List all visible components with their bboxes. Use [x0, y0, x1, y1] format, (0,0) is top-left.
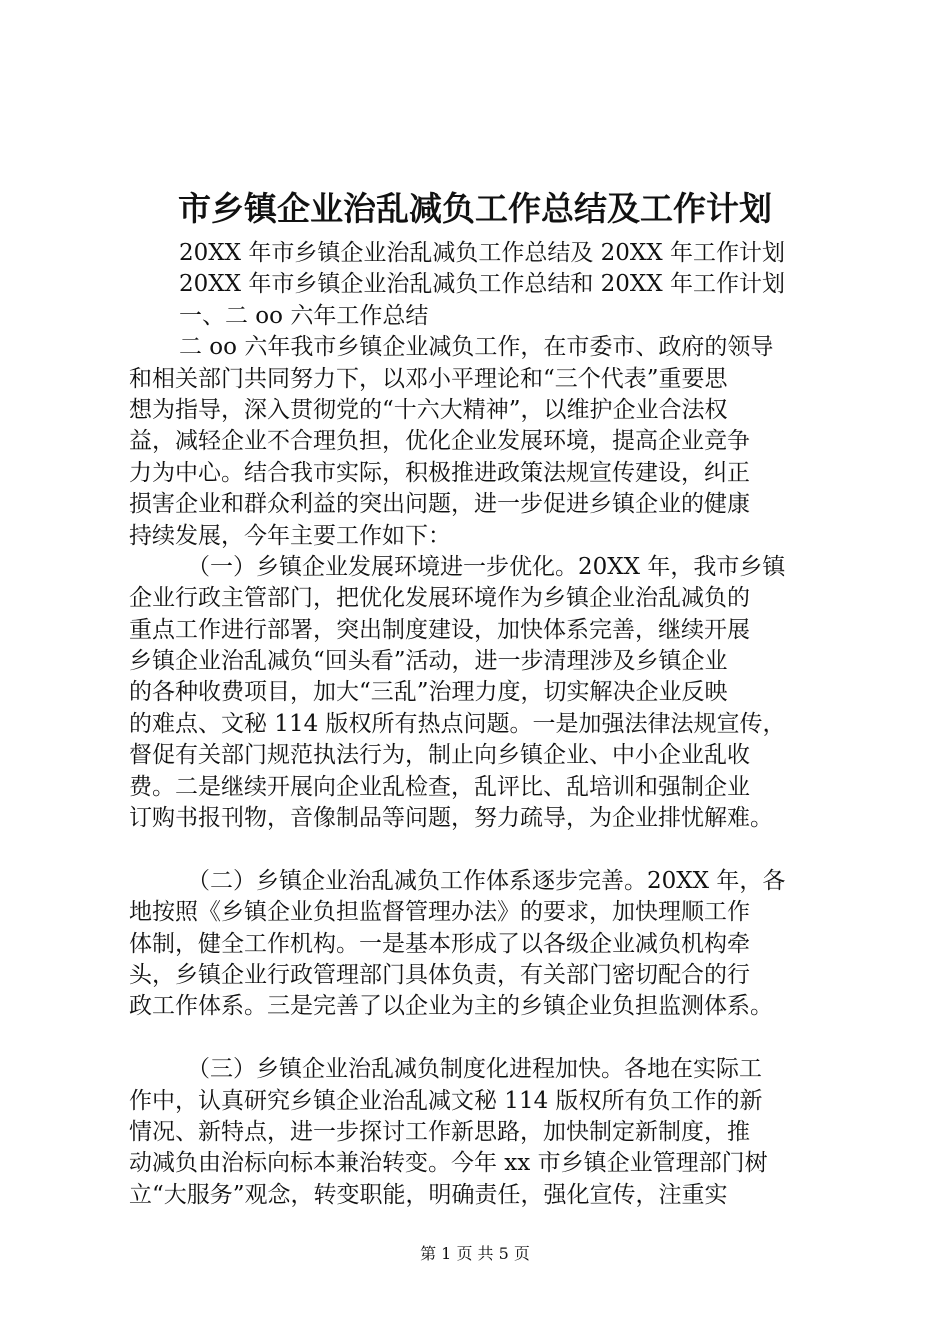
paragraph-line: 立“大服务”观念，转变职能，明确责任，强化宣传，注重实	[129, 1181, 728, 1208]
paragraph-line: 力为中心。结合我市实际，积极推进政策法规宣传建设，纠正	[129, 459, 750, 486]
paragraph-gap	[129, 834, 829, 865]
paragraph-line: 体制，健全工作机构。一是基本形成了以各级企业减负机构牵	[129, 930, 750, 957]
paragraph-line: 二 oo 六年我市乡镇企业减负工作，在市委市、政府的领导	[179, 334, 774, 361]
page-footer: 第 1 页 共 5 页	[420, 1244, 530, 1263]
section-heading: 一、二 oo 六年工作总结	[179, 302, 429, 329]
paragraph-line: 情况、新特点，进一步探讨工作新思路，加快制定新制度，推	[129, 1118, 750, 1145]
paragraph-line: 和相关部门共同努力下，以邓小平理论和“三个代表”重要思	[129, 365, 728, 392]
paragraph-line: 企业行政主管部门，把优化发展环境作为乡镇企业治乱减负的	[129, 585, 750, 612]
paragraph-line: 持续发展，今年主要工作如下：	[129, 522, 451, 549]
paragraph-line: （一）乡镇企业发展环境进一步优化。20XX 年，我市乡镇	[187, 553, 786, 580]
paragraph-line: 的各种收费项目，加大“三乱”治理力度，切实解决企业反映	[129, 679, 728, 706]
paragraph-line: 想为指导，深入贯彻党的“十六大精神”，以维护企业合法权	[129, 396, 728, 423]
paragraph-line: 订购书报刊物，音像制品等问题，努力疏导，为企业排忧解难。	[129, 805, 773, 832]
document-body	[129, 238, 829, 1211]
paragraph-line: 督促有关部门规范执法行为，制止向乡镇企业、中小企业乱收	[129, 742, 750, 769]
paragraph-line: 作中，认真研究乡镇企业治乱减文秘 114 版权所有负工作的新	[129, 1087, 763, 1114]
paragraph-line: 乡镇企业治乱减负“回头看”活动，进一步清理涉及乡镇企业	[129, 648, 728, 675]
paragraph-line: 重点工作进行部署，突出制度建设，加快体系完善，继续开展	[129, 616, 750, 643]
paragraph-line: （二）乡镇企业治乱减负工作体系逐步完善。20XX 年，各	[187, 867, 786, 894]
subtitle-line-2: 20XX 年市乡镇企业治乱减负工作总结和 20XX 年工作计划	[179, 271, 785, 298]
document-title: 市乡镇企业治乱减负工作总结及工作计划	[178, 189, 772, 228]
paragraph-line: 动减负由治标向标本兼治转变。今年 xx 市乡镇企业管理部门树	[129, 1150, 768, 1177]
subtitle-line-1: 20XX 年市乡镇企业治乱减负工作总结及 20XX 年工作计划	[179, 240, 785, 266]
paragraph-line: 头，乡镇企业行政管理部门具体负责，有关部门密切配合的行	[129, 961, 750, 988]
paragraph-line: 地按照《乡镇企业负担监督管理办法》的要求，加快理顺工作	[129, 899, 750, 926]
paragraph-line: （三）乡镇企业治乱减负制度化进程加快。各地在实际工	[187, 1056, 762, 1083]
paragraph-gap	[129, 1023, 829, 1054]
paragraph-line: 政工作体系。三是完善了以企业为主的乡镇企业负担监测体系。	[129, 993, 773, 1020]
paragraph-line: 费。二是继续开展向企业乱检查，乱评比、乱培训和强制企业	[129, 773, 750, 800]
paragraph-line: 的难点、文秘 114 版权所有热点问题。一是加强法律法规宣传，	[129, 710, 786, 737]
paragraph-line: 益，减轻企业不合理负担，优化企业发展环境，提高企业竞争	[129, 428, 750, 455]
paragraph-line: 损害企业和群众利益的突出问题，进一步促进乡镇企业的健康	[129, 491, 750, 518]
